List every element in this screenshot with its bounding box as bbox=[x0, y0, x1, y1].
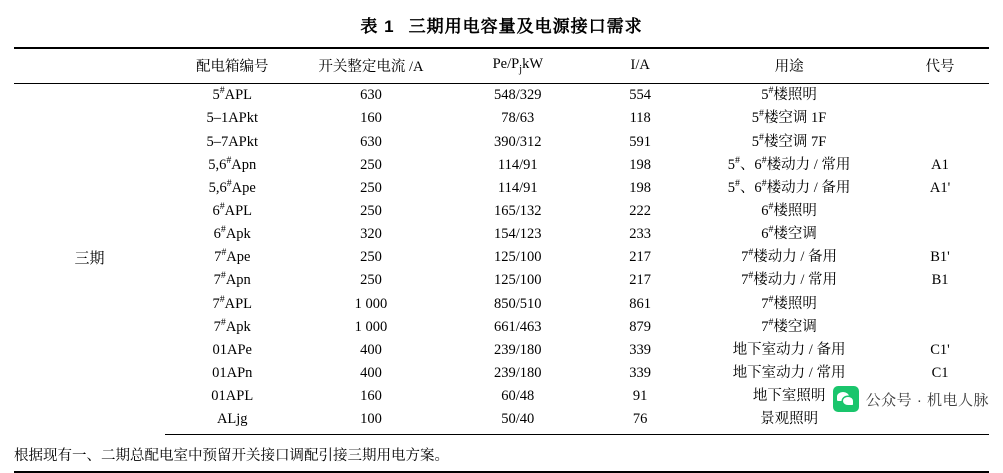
cell-setting-current: 160 bbox=[360, 110, 382, 127]
cell-panel-id: 6#APL bbox=[212, 201, 253, 219]
cell-usage: 5#楼照明 bbox=[761, 85, 817, 104]
cell-current-ia: 91 bbox=[632, 388, 648, 405]
cell-usage: 7#楼动力 / 备用 bbox=[741, 247, 838, 266]
cell-current-ia: 339 bbox=[629, 364, 652, 381]
cell-pe-pj: 154/123 bbox=[494, 226, 542, 243]
capacity-table bbox=[14, 47, 989, 435]
cell-setting-current: 250 bbox=[360, 249, 382, 266]
cell-usage: 5#楼空调 1F bbox=[751, 108, 827, 127]
cell-setting-current: 160 bbox=[360, 388, 382, 405]
group-label-cell: 三期 bbox=[74, 250, 105, 267]
table-note: 根据现有一、二期总配电室中预留开关接口调配引接三期用电方案。 bbox=[14, 447, 449, 464]
col-header-panel-id: 配电箱编号 bbox=[165, 48, 300, 84]
cell-current-ia: 861 bbox=[629, 295, 652, 312]
cell-pe-pj: 114/91 bbox=[497, 156, 538, 173]
cell-usage: 6#楼照明 bbox=[761, 201, 817, 219]
cell-pe-pj: 548/329 bbox=[494, 87, 542, 104]
table-title bbox=[0, 0, 1003, 47]
cell-current-ia: 879 bbox=[629, 318, 652, 335]
watermark bbox=[833, 386, 989, 412]
cell-usage: 5#楼空调 7F bbox=[751, 131, 827, 150]
table-title-text: 三期用电容量及电源接口需求 bbox=[408, 17, 643, 36]
cell-panel-id: 7#APL bbox=[212, 293, 253, 312]
cell-panel-id: 5,6#Ape bbox=[208, 178, 256, 196]
cell-code bbox=[891, 292, 989, 315]
cell-setting-current: 1 000 bbox=[354, 295, 388, 312]
cell-panel-id: 01APn bbox=[212, 364, 253, 381]
cell-setting-current: 400 bbox=[360, 364, 382, 381]
cell-setting-current: 250 bbox=[360, 272, 382, 289]
cell-current-ia: 339 bbox=[629, 341, 652, 358]
cell-panel-id: 01APL bbox=[211, 388, 254, 405]
cell-setting-current: 400 bbox=[360, 341, 382, 358]
cell-code: B1 bbox=[931, 272, 949, 289]
col-header-group bbox=[14, 48, 165, 84]
cell-pe-pj: 125/100 bbox=[494, 249, 542, 266]
col-header-current-ia: I/A bbox=[593, 48, 687, 84]
cell-setting-current: 250 bbox=[360, 179, 382, 196]
cell-usage: 6#楼空调 bbox=[761, 224, 817, 243]
cell-code: C1' bbox=[930, 341, 950, 358]
header-row bbox=[14, 48, 989, 84]
cell-pe-pj: 390/312 bbox=[494, 133, 542, 150]
cell-code bbox=[891, 200, 989, 223]
cell-current-ia: 591 bbox=[629, 133, 652, 150]
cell-setting-current: 100 bbox=[300, 408, 443, 434]
cell-setting-current: 630 bbox=[360, 87, 382, 104]
cell-usage: 7#楼动力 / 常用 bbox=[741, 270, 838, 289]
cell-code: A1' bbox=[929, 179, 951, 196]
watermark-text: 公众号 · 机电人脉 bbox=[865, 391, 989, 409]
cell-panel-id: 5,6#Apn bbox=[208, 154, 257, 173]
col-header-pe-pj: $Pe/P_jkW$ bbox=[442, 48, 593, 84]
cell-panel-id: 5–1APkt bbox=[206, 110, 259, 127]
cell-current-ia: 217 bbox=[629, 272, 652, 289]
cell-pe-pj: 50/40 bbox=[442, 408, 593, 434]
cell-usage: 5#、6#楼动力 / 常用 bbox=[727, 154, 851, 173]
cell-panel-id: 7#Ape bbox=[214, 247, 251, 266]
cell-pe-pj: 239/180 bbox=[494, 341, 542, 358]
cell-code: A1 bbox=[931, 156, 949, 173]
table-body bbox=[14, 84, 989, 435]
cell-pe-pj: 850/510 bbox=[494, 295, 542, 312]
cell-code bbox=[891, 107, 989, 130]
cell-panel-id: 01APe bbox=[212, 341, 252, 358]
cell-pe-pj: 78/63 bbox=[501, 110, 535, 127]
cell-code: C1 bbox=[931, 364, 949, 381]
cell-usage: 7#楼照明 bbox=[761, 293, 817, 312]
cell-current-ia: 198 bbox=[629, 156, 652, 173]
cell-code bbox=[891, 315, 989, 338]
cell-panel-id: ALjg bbox=[165, 408, 300, 434]
cell-current-ia: 233 bbox=[629, 226, 652, 243]
cell-panel-id: 7#Apk bbox=[213, 316, 251, 335]
col-header-usage: 用途 bbox=[687, 48, 891, 84]
cell-pe-pj: 661/463 bbox=[494, 318, 542, 335]
cell-setting-current: 1 000 bbox=[354, 318, 388, 335]
cell-setting-current: 250 bbox=[360, 203, 382, 219]
col-header-setting-current: 开关整定电流 /A bbox=[300, 48, 443, 84]
cell-current-ia: 554 bbox=[629, 87, 652, 104]
cell-setting-current: 250 bbox=[360, 156, 382, 173]
col-header-code: 代号 bbox=[891, 48, 989, 84]
cell-panel-id: 7#Apn bbox=[213, 270, 251, 289]
cell-usage: 地下室动力 / 常用 bbox=[732, 364, 846, 381]
cell-pe-pj: 125/100 bbox=[494, 272, 542, 289]
cell-setting-current: 630 bbox=[360, 133, 382, 150]
wechat-icon bbox=[833, 386, 859, 412]
cell-usage: 景观照明 bbox=[687, 408, 891, 434]
cell-current-ia: 222 bbox=[629, 203, 652, 219]
cell-current-ia: 118 bbox=[629, 110, 651, 127]
cell-panel-id: 6#Apk bbox=[213, 224, 251, 243]
cell-current-ia: 198 bbox=[629, 179, 652, 196]
cell-panel-id: 5–7APkt bbox=[206, 133, 259, 150]
cell-usage: 地下室动力 / 备用 bbox=[732, 341, 846, 358]
cell-current-ia: 217 bbox=[629, 249, 652, 266]
cell-code bbox=[891, 84, 989, 108]
table-row bbox=[14, 84, 989, 108]
cell-code bbox=[891, 130, 989, 153]
cell-code: B1' bbox=[930, 249, 950, 266]
cell-pe-pj: 239/180 bbox=[494, 364, 542, 381]
cell-code bbox=[891, 223, 989, 246]
cell-current-ia: 76 bbox=[593, 408, 687, 434]
cell-usage: 地下室照明 bbox=[752, 388, 826, 405]
table-header bbox=[14, 48, 989, 84]
cell-pe-pj: 165/132 bbox=[494, 203, 542, 219]
cell-pe-pj: 114/91 bbox=[497, 179, 538, 196]
table-number: 表 1 bbox=[360, 17, 395, 36]
cell-pe-pj: 60/48 bbox=[501, 388, 535, 405]
cell-usage: 5#、6#楼动力 / 备用 bbox=[727, 178, 851, 196]
cell-panel-id: 5#APL bbox=[212, 85, 253, 104]
cell-setting-current: 320 bbox=[360, 226, 382, 243]
cell-usage: 7#楼空调 bbox=[761, 316, 817, 335]
